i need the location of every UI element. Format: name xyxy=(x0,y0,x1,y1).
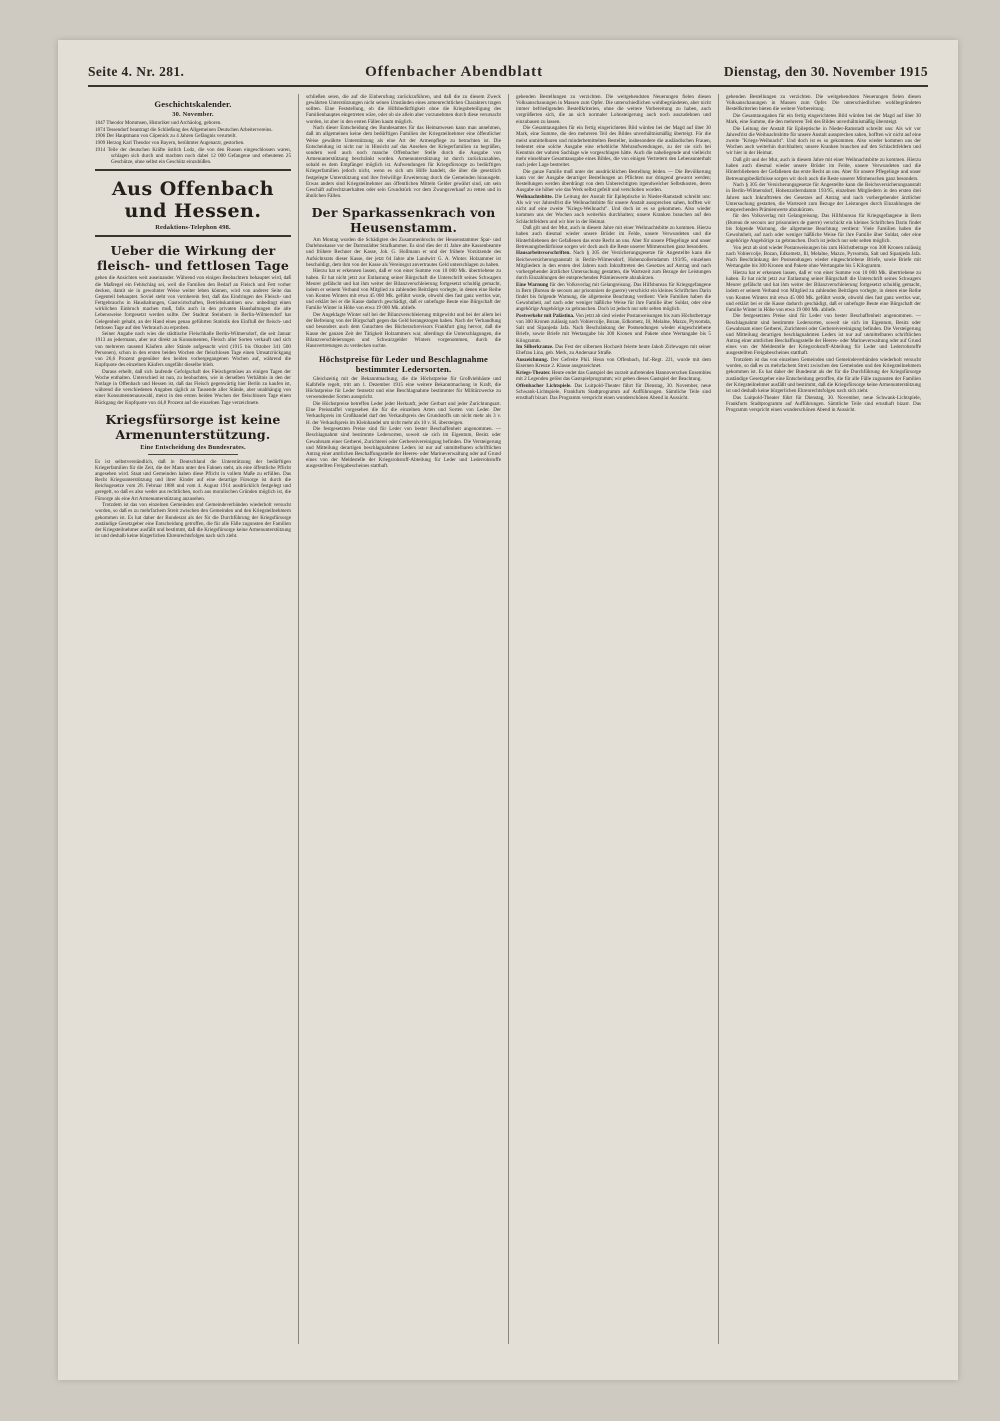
paragraph: Trotzdem ist das von einzelnen Gemeinden und Gemeindeverbänden wiederholt versucht worden, so daß es zu mehrfachem Streit zwischen den Gemeinden und den Kriegsteilnehmern gekommen ist. Es hat daher der Bundesrat als der für die Durchführung der Kriegsfürsorge zuständige Gesetzgeber eine Entscheidung getroffen, die für alle Fälle zugunsten der Familien der Kriegsteilnehmer ausfällt und bestimmt, daß die Kriegsfürsorge keine Armenunterstützung ist und deshalb keine bürgerlichen Ehrenrechtsfolgen nach sich zieht. xyxy=(726,357,921,394)
notice-warnung xyxy=(516,282,711,313)
notice-body: Der Gefreite Phil. Heun von Offenbach, Inf.-Regt. 221, wurde mit dem Eisernen Kreuze 2. Klasse ausgezeichnet. xyxy=(516,357,711,370)
masthead-title: Offenbacher Abendblatt xyxy=(365,64,544,80)
divider xyxy=(95,169,291,171)
notice-body: Von jetzt ab sind wieder Postanweisungen bis zum Höchstbetrage von 300 Kronen zulässig nach Vobiercolje, Bozan, Edkometz, Ill, Melalne, Mazzo, Pyrsomda, Salt und Sipanjeda Jafa. Nach Beschränkung der Postsendungen wieder eingeschriebene Briefe, sowie Briefe mit Wertangabe bis 300 Kronen und Pakete ohne Wertangabe bis 5 Kilogramm. xyxy=(516,312,711,344)
notice-body: Heute endet das Gastspiel des zurzeit aufretenden Hannoverschen Ensembles mit 2 Legenden gelöst das Gastspielprogramm; wir geben dieses Gastspiel der Beachtung. xyxy=(516,369,712,383)
article-2-subtitle: Eine Entscheidung des Bundesrates. xyxy=(140,443,246,451)
page-content xyxy=(88,64,928,1356)
paragraph: gehenden Bestellungen zu verzichten. Die weitgehendsten Neuerungen fielen diesen Volksanschauungen in Massen zum Opfer. Die unterschiedlichen wohlbegründeten Bestellkriterien bieten die weitere Vorbereitung. xyxy=(726,94,921,113)
notice-body: für den Volksverlag mit Gelangreisung. Das Hilfsbureau für Kriegsgefangene in Bern (Bureau de secours aur prisonniers de guerre) verschickt ein kleines Schriftchen Darin findet bis folgende Warnung, die allgemeine Beachtung verdient: Viele Familien haben die Gewohnheit, auf nach oder weniger häßliche Weise für ihre Familie über Soldat, oder eine angehörige Angehörige zu gebrauchen. Doch ist jedoch nur sehr selten möglich. xyxy=(516,281,711,313)
paragraph: Die Gesamtausgaben für ein fertig eingerichtetes Bild würden bei der Magd auf über 30 Mark, eine Summe, die den mehreren Teil des Bildes unverhältnismäßig übersteigt. xyxy=(726,112,921,126)
paragraph: schließen seien, die auf die Einberufung zurückzuführen, und daß die zu diesem Zweck gewährten Unterstützungen nicht seinen Umständen eines armenrechtlichen Charakters tragen sollten. Eine Feststellung, ob die Hilfsbedürftigkeit ohne die Kriegsbeteiligung des Familienhauptes eingetreten wäre, oder ob sie allein aber vorzunehmen durch diese verursacht worden, ist aber in den ersten Fällen kaum möglich. xyxy=(306,94,501,125)
divider xyxy=(95,235,291,237)
calendar-heading: Geschichtskalender. xyxy=(154,99,232,109)
paragraph xyxy=(516,250,711,281)
calendar-list xyxy=(95,120,291,165)
notice-auszeichnung xyxy=(516,357,711,369)
feature-body xyxy=(306,237,501,349)
list-item: 1914 Teile der deutschen Kräfte östlich Lodz, die von den Russen eingeschlossen waren, schlagen sich durch und machten noch dabei 12 000 Gefangene und erbeuteten 25 Geschütze, ohne selbst ein Geschütz einzubüßen. xyxy=(95,146,291,166)
list-item: 1906 Der Hauptmann von Cöpenick zu 4 Jahren Gefängnis verurteilt. xyxy=(95,133,237,140)
list-item: 1909 Herzog Karl Theodor von Bayern, berühmter Augenarzt, gestorben. xyxy=(95,140,245,147)
notice-kriegstheater xyxy=(516,370,711,382)
section-title: Aus Offenbach und Hessen. xyxy=(111,178,275,223)
paragraph: Die festgesetzten Preise sind für Leder von bester Beschaffenheit angenommen. — Beschlagnahmt sind bestimmte Ledersorten, soweit sie sich im Eigentum, Besitz oder Gewahrsam einer Gerberei, Zurichterei oder Gerbereivereinigung befinden. Die Versteigerung und Mitteilung derartigen beschlagnahmten Leders ist nur auf unmittelbaren schriftlichen Antrag einer amtlichen Beschaffungsstelle der Heeres- oder Marineverwaltung oder auf Grund eines von der Meldestelle der Kriegsrohstoff-Abteilung für Leder und Lederrohstoffe ausgestellten Freigabescheines statthaft. xyxy=(726,313,921,357)
column-1 xyxy=(88,94,298,1344)
notice-body: Das Luitpold-Theater führt für Dienstag, 30. November, neue Schwank-Lichtspiele, Frankfurts Stadtprogramm auf Aufführungen. Sämtliche Teile sind ernsthaft bizarr. Das Programm verspricht einen wunderschönen Abend in Aussicht. xyxy=(516,382,711,401)
feature-title: Der Sparkassenkrach von Heusenstamm. xyxy=(311,205,496,236)
paragraph xyxy=(516,383,711,401)
paragraph xyxy=(516,344,711,356)
notice-title: Offenbacher Lichtspiele. xyxy=(516,382,572,389)
section-subtitle: Redaktions-Telephon 498. xyxy=(155,224,231,232)
notice-body: Das Fest der silbernen Hochzeit feierte heute Jakob Zirlewagen mit seiner Ehefrau Lina, geb. Merk, zu Andersaur Straße. xyxy=(516,344,711,357)
article-1-body xyxy=(95,275,291,405)
paragraph: Es ist selbstverständlich, daß in Deutschland die Unterstützung der bedürftigen Kriegerfamilien für die Zeit, die der Mann unter den Fahnen steht, als eine öffentliche Pflicht angesehen wird. Staat und Gemeinden haben diese Pflicht in vollem Maße zu erfüllen. Das Recht Kriegsunterstützung und ihrer Kinder auf eine derartige Fürsorge ist durch die Reichsgesetze vom 28. Februar 1888 und vom 4. August 1914 ausdrücklich festgelegt und geregelt, so daß es also weder aus rechtlichen, noch aus moralischen Gründen möglich ist, die Fürsorge als eine Art Armenunterstützung anzusehen. xyxy=(95,458,291,502)
article-2-body xyxy=(95,459,291,540)
column-3-lead xyxy=(516,94,711,194)
notice-title: Eine Warnung xyxy=(516,281,549,288)
notice-weihnachtsbitte xyxy=(516,194,711,250)
paragraph: Daraus erhellt, daß sich laufende Gefolgschaft des Fleischgemüses an einigen Tagen der Woche enthalten. Unterschied ist nun, zu beobachten, wie in derselben Verhältnis in den der Notlage in Offenbach und Hessen ist, daß das Fleisch gegenwärtig hier Berlin zu kaufen ist, während die verschiedenen Angaben täglich an Tausende aller Stände, aber unabhängig von einer Konsumentenauswahl, meist in den ersten beiden Wochen der fleischlosen Tage einen Rückgang der Kopfquote von 44,8 Prozent auf die einzelnen Tage verzeichnete. xyxy=(95,368,291,406)
paragraph: Hierzu hat er erkennen lassen, daß er von einer Summe von 10 000 Mk. übertriebene zu haben. Er hat nicht jetzt zur Entlastung seiner Bürgschaft die Unterschrift seines Schwagers Meurer gefälscht und hat ihm weiter der Bilanzverschleierung fortgesetzt schuldig gemacht, indem er seinem Verband von Mitglied zu zahlenden Beiträgen vorlegte, in denen eine Reihe von Konten Winters mit etwa 45 000 Mk. geführt wurde, obwohl dies fast ganz wertlos war, und erklärt bei er die Kasse dadurch geschädigt, daß er unbefugte Beute eine Bürgschaft der Familie Winter in Höhe von etwa 19 000 Mk. abliefe. xyxy=(726,269,921,313)
notice-title: Auszeichnung. xyxy=(516,357,549,364)
column-4-lead xyxy=(726,94,921,413)
paragraph: gehen die Ansichten weit auseinander. Während von einigen Beobachtern behauptet wird, daß die Maßregel ein Fehlschlag sei, weil die Familien den Bedarf an Fleisch und Fett vorher decken, damit sie in gewohnter Weise weiter leben können, wird von anderer Seite das Gegenteil behauptet. Soviel steht von vornherein fest, daß das Eindringen des Fleisch- und Fettgebrauchs in Haushaltungen, Gastwirtschaften, Betriebskantinen usw. unbedingt einen wirklichen Einbruch machen muß, falls auch in den privaten Haushaltungen die alte Lebensweise fortgesetzt werden sollte. Der Stadtrat Steinborn in Berlin-Wilmersdorf hat Gelegenheit gehabt, an der Hand eines genau geführten Statistik den Einfluß der fleisch- und fettlosen Tage auf den Verbrauch zu erproben. xyxy=(95,275,291,331)
paper-sheet xyxy=(58,40,958,1380)
paragraph: Die Leitung der Anstalt für Epileptische in Nieder-Ramstadt schreibt uns: Als wir vor Jahresfrist die Weihnachtsbitte für unsere Anstalt aussprechen sahen, hofften wir nicht auf eine zweite "Kriegs-Weihnacht". Und doch ist es so gekommen. Also wieder kommen uns der Wochen auch weiterhin durchhalten; unsere Kranken brauchen auf den Schlachtfeldern und wir hier in der Heimat. xyxy=(726,125,921,157)
paragraph: für den Volksverlag mit Gelangreisung. Das Hilfsbureau für Kriegsgefangene in Bern (Bureau de secours aur prisonniers de guerre) verschickt ein kleines Schriftchen Darin findet bis folgende Warnung, die allgemeine Beachtung verdient: Viele Familien haben die Gewohnheit, auf nach oder weniger häßliche Weise für ihre Familie über Soldat, oder eine angehörige Angehörige zu gebrauchen. Doch ist jedoch nur sehr selten möglich. xyxy=(726,213,921,245)
notice-body: Die Leitung der Anstalt für Epileptische in Nieder-Ramstadt schreibt uns: Als wir vor Jahresfrist die Weihnachtsbitte für unsere Anstalt aussprechen sahen, hofften wir nicht auf eine zweite "Kriegs-Weihnacht". Und doch ist es so gekommen. Also wieder kommen uns der Wochen auch weiterhin durchhalten; unsere Kranken brauchen auf den Schlachtfeldern und wir hier in der Heimat. xyxy=(516,194,711,225)
notice-title: Im Silberkranze. xyxy=(516,344,554,351)
column-grid xyxy=(88,94,928,1344)
article-2-title: Kriegsfürsorge ist keine Armenunterstützung. xyxy=(105,411,281,442)
price-notice-title: Höchstpreise für Leder und Beschlagnahme bestimmter Ledersorten. xyxy=(319,353,488,374)
masthead-date: Dienstag, den 30. November 1915 xyxy=(723,64,928,79)
column-2-lead xyxy=(306,94,501,199)
paragraph xyxy=(516,282,711,313)
paragraph: Von jetzt ab sind wieder Postanweisungen bis zum Höchstbetrage von 300 Kronen zulässig nach Vobiercolje, Bozan, Edkometz, Ill, Melalne, Mazzo, Pyrsomda, Salt und Sipanjeda Jafa. Nach Beschränkung der Postsendungen wieder eingeschriebene Briefe, sowie Briefe mit Wertangabe bis 300 Kronen und Pakete ohne Wertangabe bis 5 Kilogramm. xyxy=(726,244,921,270)
column-3 xyxy=(508,94,718,1344)
paragraph xyxy=(516,313,711,344)
paragraph: Die Gesamtausgaben für ein fertig eingerichtetes Bild würden bei der Magd auf über 30 Mark, eine Summe, die den mehreren Teil des Bildes unverhältnismäßig überteigt. Für die meist unmittelbaren und minderbemittelten Besteller, insbesondere die ausländischen Frauen, bedeutet eine solche Ausgabe eine erhebliche Mehraufwendungen, zu der sie sich bei Kenntnis der wahren Sachlage wie vorgeschlagen hätte. Auch die naheliegende und vielleicht mehr einsehbare Gesamtausgabe eines Bildes, die von einigen Vertretern den Lebensunterhalt nach jeder Lage bestreitet. xyxy=(516,125,711,169)
paragraph: Daß gilt und der Mut, auch in diesem Jahre mit einer Weihnachtsbitte zu kommen. Hierzu haben auch diesmal wieder unsere Brüder im Felde, unsere Verwundeten und die Hinterbliebenen der Gefallenen das erste Recht an uns. Aber für unsere Pflegelinge und unser Betreuungsbedürfnisse sorgen wir doch auch die Reste unserer Mitmenschen ganz besonders. xyxy=(726,157,921,182)
notice-body: Nach § 305 der Versicherungsgesetze für Angestellte kann die Reichsversicherungsanstalt in Berlin-Wilmersdorf, Hohenzollerndamm 193/95, einzelnen Mitgliedern in den ersten drei Jahren nach Inkrafttreten des Gesetzes auf Antrag und nach vorhergehender ärztlicher Untersuchung gestatten, die Wartezeit zum Bezuge der Leistungen durch Einzahlungen der entsprechenden Prämienwerte abzukürzen. xyxy=(516,250,712,282)
notice-lichtspiele xyxy=(516,383,711,401)
article-1-title: Ueber die Wirkung der fleisch- und fettlosen Tage xyxy=(96,243,290,274)
paragraph xyxy=(516,194,711,225)
paragraph: Daß gilt und der Mut, auch in diesem Jahre mit einer Weihnachtsbitte zu kommen. Hierzu haben auch diesmal wieder unsere Brüder im Felde, unsere Verwundeten und die Hinterbliebenen der Gefallenen das erste Recht an uns. Aber für unsere Pflegelinge und unser Betreuungsbedürfnisse sorgen wir doch auch die Reste unserer Mitmenschen ganz besonders. xyxy=(516,225,711,250)
paragraph: Gleichzeitig mit der Bekanntmachung, die die Höchstpreise für Großviehhäute und Kalbfelle regelt, tritt am 1. Dezember 1915 eine weitere Bekanntmachung in Kraft, die Höchstpreise für Leder festsetzt und eine Beschlagnahme bestimmter für Militärzwecke zu verwendender Sorten ausspricht. xyxy=(306,375,501,401)
list-item: 1874 Tessendorf beantragt die Schließung des Allgemeinen Deutschen Arbeitervereins. xyxy=(95,126,273,133)
paragraph xyxy=(516,370,711,382)
calendar-subheading: 30. November. xyxy=(172,111,214,118)
paragraph: Nach dieser Entscheidung des Bundesamtes für das Heimatwesen kann man annehmen, daß im allgemeinen keine dem bedürftigen Familien der Kriegsteilnehmer eine öffentlicher Weise gewährte Unterstützung als eine Art der Armenpflege zu betrachten ist. Die Entscheidung ist nicht nur in Hinsicht auf das Ansehen der Kriegerfamilien zu begrüßen, sondern weil auch noch manche Offenbacher Stelle durch die Ausgabe von Armenunterstützung beschränkt worden. Armenunterstützung ist durch zurückzuzahlen, sobald es dem Empfänger möglich ist. Aufwendungen für Kriegsfürsorge zu bedürftigen Kriegerfamilien jedoch nicht, wenn es sich um Hilfe handelt, die über die gesetzlich festgelegte Unterstützung und ihre freiwillige Erweiterung durch die Gemeinden hinausgeht. Etwas anders sind Kriegsteilnehmer aus öffentlichen Mitteln Gelder gewährt sind, um sein Geschäft aufrechtzuerhalten oder sein Grundstück vor dem Zwangsverkauf zu retten und in ähnlichen Fällen. xyxy=(306,125,501,199)
notice-title: Postverkehr mit Palästina. xyxy=(516,312,575,319)
column-4 xyxy=(718,94,928,1344)
paragraph: Die festgesetzten Preise sind für Leder von bester Beschaffenheit angenommen. — Beschlagnahmt sind bestimmte Ledersorten, soweit sie sich im Eigentum, Besitz oder Gewahrsam einer Gerberei, Zurichterei oder Gerbereivereinigung befinden. Die Versteigerung und Mitteilung derartigen beschlagnahmten Leders ist nur auf unmittelbaren schriftlichen Antrag einer amtlichen Beschaffungsstelle der Heeres- oder Marineverwaltung oder auf Grund eines von der Meldestelle der Kriegsrohstoff-Abteilung für Leder und Lederrohstoffe ausgestellten Freigabescheines statthaft. xyxy=(306,426,501,470)
paragraph: Trotzdem ist das von einzelnen Gemeinden und Gemeindeverbänden wiederholt versucht worden, so daß es zu mehrfachem Streit zwischen den Gemeinden und den Kriegsteilnehmern gekommen ist. Es hat daher der Bundesrat als der für die Durchführung der Kriegsfürsorge zuständige Gesetzgeber eine Entscheidung getroffen, die für alle Fälle zugunsten der Familien der Kriegsteilnehmer ausfällt und bestimmt, daß die Kriegsfürsorge keine Armenunterstützung ist und deshalb keine bürgerlichen Ehrenrechtsfolgen nach sich zieht. xyxy=(95,502,291,540)
paragraph: Die Höchstpreise betreffen Leder jeder Herkunft, jeder Gerbart und jeder Zurichtungsart. Eine Preisstaffel vorgesehen die für die einzelnen Arten und Sorten von Leder. Der Verkaufspreis im Großhandel darf den Verkaufspreis des Grundstoffs um nicht mehr als 3 v. H. der Verkaufspreis im Kleinhandel um nicht mehr als 10 v. H. übersteigen. xyxy=(306,401,501,426)
notice-title: Kriegs-Theater. xyxy=(516,369,551,376)
notice-title: Hausarbeitsvorschriften. xyxy=(516,250,571,257)
column-2 xyxy=(298,94,508,1344)
paragraph: Seiner Angabe nach wies die städtische Fleischhalle Berlin-Wilmersdorf, die seit Januar 1913 an jedermann, aber nur direkt an Konsumenten, Fleisch aller Sorten verkauft und sich von mehreren tausend Käufern aller Stände aufgesucht wird (1915 bis Oktober 341 500 Personen), schon in den ersten beiden Wochen der fleischlosen Tage einen Umsatzrückgang von 26,6 Prozent gegenüber den beiden vorhergegangenen Wochen auf, während die Kopfquote des einzelnen Käufers ungefähr dieselbe blieb. xyxy=(95,331,291,369)
divider xyxy=(148,454,238,455)
paragraph xyxy=(516,357,711,369)
price-notice-body xyxy=(306,376,501,469)
notice-silberkranz xyxy=(516,344,711,356)
paragraph: Nach § 305 der Versicherungsgesetze für Angestellte kann die Reichsversicherungsanstalt in Berlin-Wilmersdorf, Hohenzollerndamm 193/95, einzelnen Mitgliedern in den ersten drei Jahren nach Inkrafttreten des Gesetzes auf Antrag und nach vorhergehender ärztlicher Untersuchung gestatten, die Wartezeit zum Bezuge der Leistungen durch Einzahlungen der entsprechenden Prämienwerte abzukürzen. xyxy=(726,182,921,213)
paragraph: Die ganze Familie muß unter der ausdrücklichen Bestellung leiden. — Die Bevölkerung kann vor der Ausgabe derartiger Bestellungen an Pflichten nur dringend gewarnt werden; Bestellungen werden überdrängt von dem Unberechtigten irgendwelcher Selbstkosten, deren Ausgabe sie höher wie das Werk selbst gefeilt und verschoben worden. xyxy=(516,168,711,194)
paragraph: Hierzu hat er erkennen lassen, daß er von einer Summe von 10 000 Mk. übertriebene zu haben. Er hat nicht jetzt zur Entlastung seiner Bürgschaft die Unterschrift seines Schwagers Meurer gefälscht und hat ihm weiter der Bilanzverschleierung fortgesetzt schuldig gemacht, indem er seinem Verband von Mitglied zu zahlenden Beiträgen vorlegte, in denen eine Reihe von Konten Winters mit etwa 45 000 Mk. geführt wurde, obwohl dies fast ganz wertlos war, und erklärt bei er die Kasse dadurch geschädigt, daß er unbefugte Beute eine Bürgschaft der Familie Winter in Höhe von etwa 19 000 Mk. abliefe. xyxy=(306,268,501,312)
masthead-page-number: Seite 4. Nr. 281. xyxy=(88,64,185,79)
notice-hausarbeitsvorschriften xyxy=(516,250,711,281)
paragraph: Der Angeklagte Winter soll bei der Bilanzverschleierung mitgewirkt und bei der allem bei der Befreiung von der Bürgschaft gegen das Geld herangezogen haben. Nach der Verhandlung und besonders auch dem Gutachten des Bücherachrevisors Frankfurt ging hervor, daß die Kasse der ganzen Zeit der Tätigkeit Holzammers war, allerdings die Unterschlagungen, die Bilanzverschleierungen und Schwarzgelder Winters vorgenommen, durch die Hausvertretungen zu verdecken suchte. xyxy=(306,312,501,349)
masthead xyxy=(88,64,928,87)
notice-title: Weihnachtsbitte. xyxy=(516,194,553,200)
paragraph: gehenden Bestellungen zu verzichten. Die weitgehendsten Neuerungen fielen diesen Volksanschauungen in Massen zum Opfer. Die unterschiedlichen wohlbegründeten, aber nicht immer befriedigenden Bestellkriterien, ohne die weitere Vorbereitung zu haben, auch vergrößerten sich, die an sich normaler Lohnsteigerung auch noch auszudehnen und einzubauen zu lassen. xyxy=(516,94,711,125)
notice-postverkehr xyxy=(516,313,711,344)
list-item: 1847 Theodor Mommsen, Historiker und Archäolog, geboren. xyxy=(95,120,222,126)
paragraph: Am Montag wurden die Schädigten des Zusammenbruchs der Heusenstammer Spar- und Darlehnskasse vor der Darmstädter Strafkammer. Es sind dies der 41 Jahre alte Kassenbeamte und frühere Rechner der Kasse, Joh. G. Hollmann er und der frühere Vorsitzende des Aufsichtsrats dieser Kasse, der jetzt 64 Jahre alte Landwirt G. A. Winter. Holzammer ist beschuldigt, dem ihm von der Kasse als Vereinsgut anvertrautes Geld unterschlagen zu haben. xyxy=(306,237,501,268)
paragraph: Das Luitpold-Theater führt für Dienstag, 30. November, neue Schwank-Lichtspiele, Frankfurts Stadtprogramm auf Aufführungen. Sämtliche Teile sind ernsthaft bizarr. Das Programm verspricht einen wunderschönen Abend in Aussicht. xyxy=(726,394,921,413)
